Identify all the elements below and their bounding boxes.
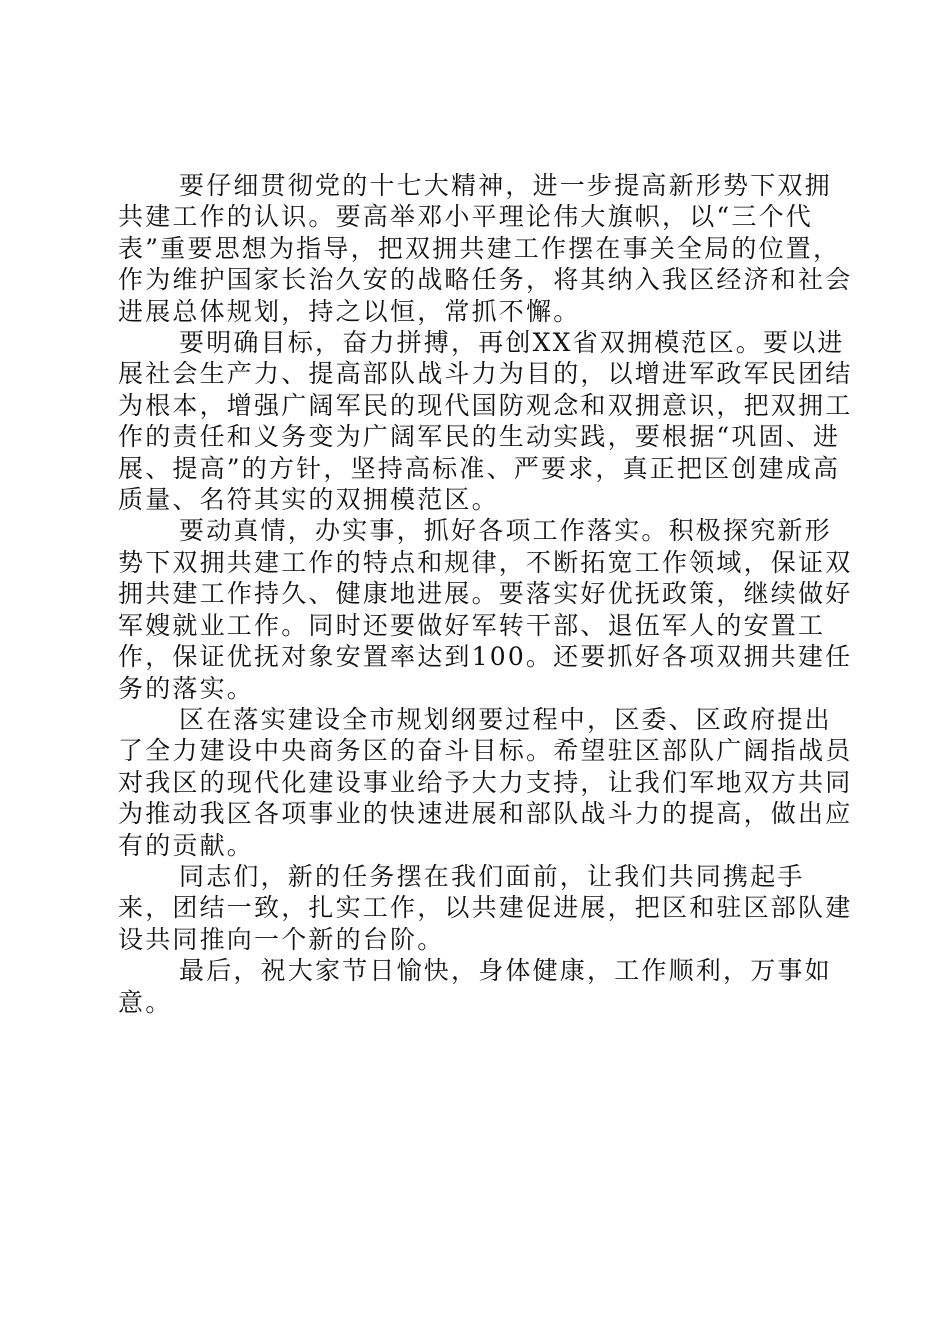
paragraph-5: 同志们，新的任务摆在我们面前，让我们共同携起手来，团结一致，扎实工作，以共建促进展，把区和驻区部队建设共同推向一个新的台阶。	[118, 861, 853, 954]
paragraph-3: 要动真情，办实事，抓好各项工作落实。积极探究新形势下双拥共建工作的特点和规律，不断拓宽工作领域，保证双拥共建工作持久、健康地进展。要落实好优抚政策，继续做好军嫂就业工作。同时还要做好军转干部、退伍军人的安置工作，保证优抚对象安置率达到100。还要抓好各项双拥共建任务的落实。	[118, 516, 853, 703]
paragraph-1: 要仔细贯彻党的十七大精神，进一步提高新形势下双拥共建工作的认识。要高举邓小平理论伟大旗帜，以“三个代表”重要思想为指导，把双拥共建工作摆在事关全局的位置，作为维护国家长治久安的战略任务，将其纳入我区经济和社会进展总体规划，持之以恒，常抓不懈。	[118, 171, 853, 326]
document-body	[118, 170, 858, 1018]
paragraph-6: 最后，祝大家节日愉快，身体健康，工作顺利，万事如意。	[118, 956, 832, 1017]
paragraph-4: 区在落实建设全市规划纲要过程中，区委、区政府提出了全力建设中央商务区的奋斗目标。希望驻区部队广阔指战员对我区的现代化建设事业给予大力支持，让我们军地双方共同为推动我区各项事业的快速进展和部队战斗力的提高，做出应有的贡献。	[118, 704, 853, 860]
paragraph-2: 要明确目标，奋力拼搏，再创XX省双拥模范区。要以进展社会生产力、提高部队战斗力为目的，以增进军政军民团结为根本，增强广阔军民的现代国防观念和双拥意识，把双拥工作的责任和义务变为广阔军民的生动实践，要根据“巩固、进展、提高”的方针，坚持高标准、严要求，真正把区创建成高质量、名符其实的双拥模范区。	[118, 328, 853, 515]
